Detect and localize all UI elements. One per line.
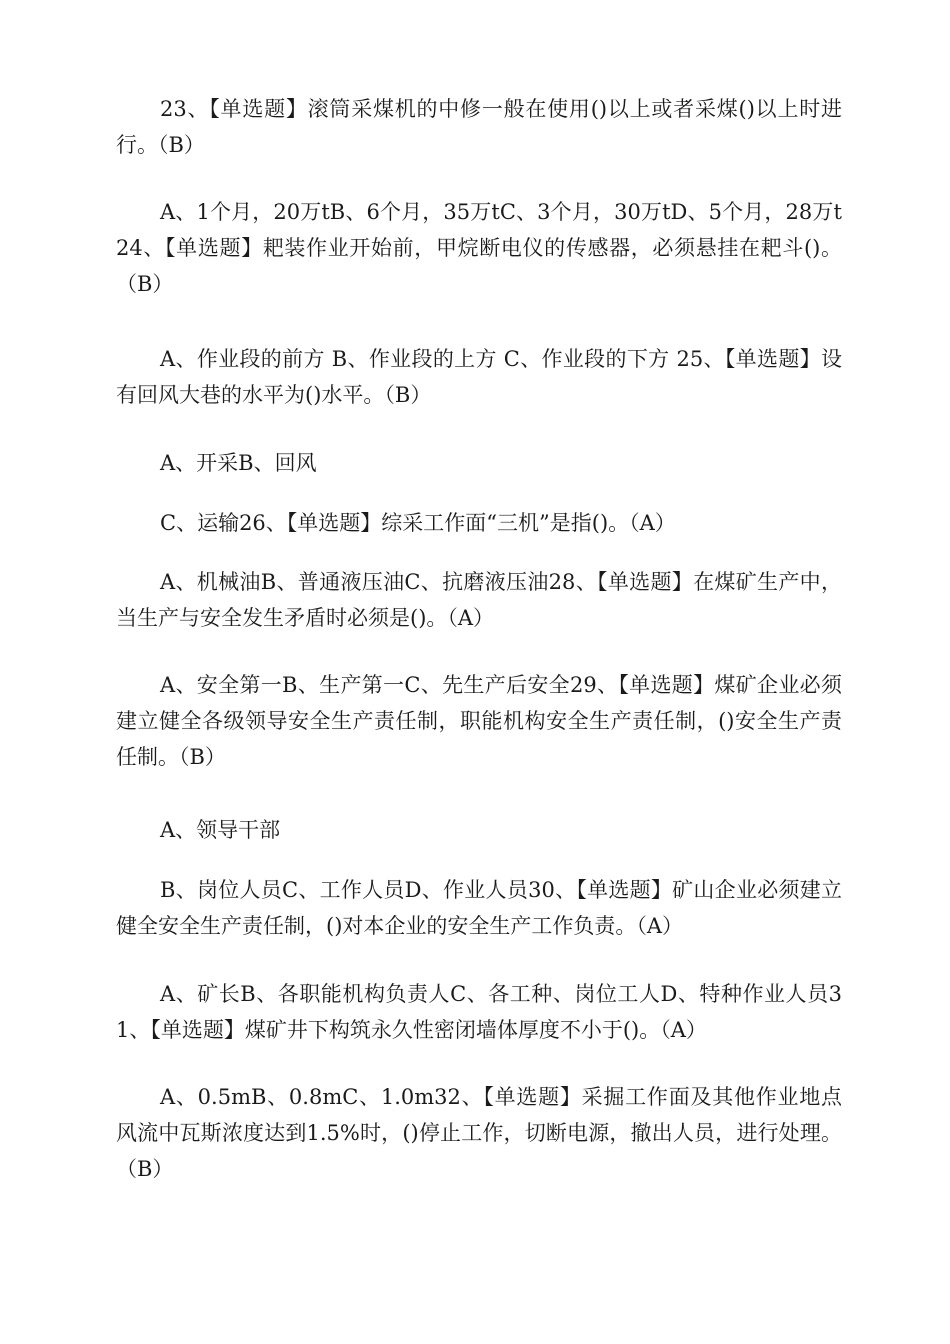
question-23-paragraph: 23、【单选题】滚筒采煤机的中修一般在使用()以上或者采煤()以上时进行。（B） [116, 97, 842, 157]
question-30-options-and-question-31: A、矿长B、各职能机构负责人C、各工种、岗位工人D、特种作业人员31、【单选题】煤矿井下构筑永久性密闭墙体厚度不小于()。（A） [116, 982, 842, 1042]
question-29-option-a: A、领导干部 [160, 818, 281, 842]
question-25-option-c-and-question-26: C、运输26、【单选题】综采工作面“三机”是指()。（A） [160, 511, 676, 535]
question-26-options-and-question-28: A、机械油B、普通液压油C、抗磨液压油28、【单选题】在煤矿生产中，当生产与安全发生矛盾时必须是()。（A） [116, 570, 842, 630]
question-29-options-and-question-30: B、岗位人员C、工作人员D、作业人员30、【单选题】矿山企业必须建立健全安全生产责任制，()对本企业的安全生产工作负责。（A） [116, 878, 842, 938]
question-24-options-and-question-25: A、作业段的前方 B、作业段的上方 C、作业段的下方 25、【单选题】设有回风大巷的水平为()水平。（B） [116, 347, 842, 407]
question-31-options-and-question-32: A、0.5mB、0.8mC、1.0m32、【单选题】采掘工作面及其他作业地点风流中瓦斯浓度达到1.5%时，()停止工作，切断电源，撤出人员，进行处理。（B） [116, 1085, 842, 1181]
question-23-options-and-question-24: A、1个月，20万tB、6个月，35万tC、3个月，30万tD、5个月，28万t24、【单选题】耙装作业开始前，甲烷断电仪的传感器，必须悬挂在耙斗()。（B） [116, 200, 842, 296]
question-25-options-ab: A、开采B、回风 [160, 451, 317, 475]
question-28-options-and-question-29: A、安全第一B、生产第一C、先生产后安全29、【单选题】煤矿企业必须建立健全各级领导安全生产责任制，职能机构安全生产责任制，()安全生产责任制。（B） [116, 673, 842, 769]
